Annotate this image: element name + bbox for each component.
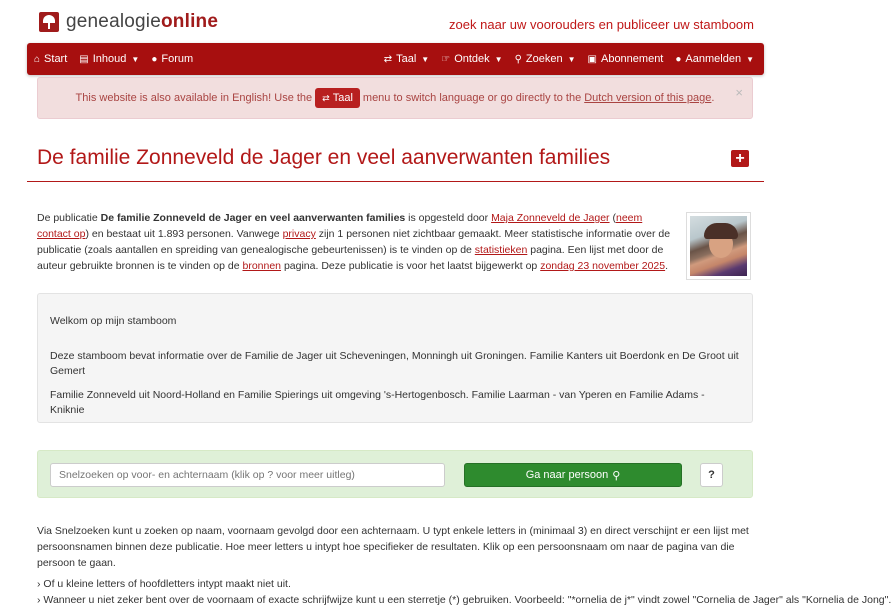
nav-start[interactable]: ⌂ Start — [34, 53, 68, 65]
comments-icon: ● — [151, 53, 158, 65]
contact-link[interactable]: neem contact op — [37, 212, 643, 240]
close-icon[interactable]: × — [735, 85, 743, 100]
tree-icon — [39, 12, 59, 32]
chevron-down-icon: ▼ — [421, 54, 430, 64]
chevron-right-icon: › — [37, 594, 41, 606]
sources-link[interactable]: bronnen — [242, 260, 282, 272]
go-to-person-button[interactable]: Ga naar persoon ⚲ — [464, 463, 682, 487]
nav-ontdek[interactable]: ☞ Ontdek ▼ — [441, 53, 503, 65]
chevron-down-icon: ▼ — [131, 54, 140, 64]
search-icon: ⚲ — [514, 53, 522, 65]
publication-title: De familie Zonneveld de Jager en veel aanverwanten families — [100, 212, 406, 224]
plus-icon[interactable]: + — [731, 150, 749, 167]
site-logo[interactable] — [39, 11, 218, 33]
language-icon: ⇄ — [322, 92, 330, 103]
nav-zoeken[interactable]: ⚲ Zoeken ▼ — [514, 53, 576, 65]
nav-inhoud[interactable]: ▤ Inhoud ▼ — [79, 53, 140, 65]
chevron-down-icon: ▼ — [494, 54, 503, 64]
taal-button[interactable]: ⇄ Taal — [315, 88, 360, 108]
chevron-right-icon: › — [37, 578, 41, 590]
home-icon: ⌂ — [34, 53, 41, 65]
cart-icon: ▣ — [587, 53, 597, 65]
language-alert: This website is also available in English! Use the ⇄ Taal menu to switch language or go directly to the Dutch version of this page . × — [37, 77, 753, 119]
dutch-version-link[interactable]: Dutch version of this page — [584, 92, 712, 104]
language-icon: ⇄ — [383, 53, 393, 65]
main-navbar — [27, 43, 764, 75]
help-button[interactable]: ? — [700, 463, 723, 487]
author-avatar[interactable] — [686, 212, 751, 280]
statistics-link[interactable]: statistieken — [474, 244, 528, 256]
page-title: De familie Zonneveld de Jager en veel aanverwanten families — [37, 146, 611, 169]
welcome-heading: Welkom op mijn stamboom — [50, 315, 177, 327]
hand-pointer-icon: ☞ — [441, 53, 451, 65]
nav-forum[interactable]: ● Forum — [151, 53, 194, 65]
nav-aanmelden[interactable]: ● Aanmelden ▼ — [675, 53, 754, 65]
welcome-panel — [37, 293, 753, 423]
list-item: › Wanneer u niet zeker bent over de voornaam of exacte schrijfwijze kunt u een sterretje (*) gebruiken. Voorbeeld: "*ornelia de j*" vindt zowel "Cornelia de Jager" als "Kornelia de Jong". — [37, 594, 891, 606]
search-icon: ⚲ — [612, 469, 621, 482]
chevron-down-icon: ▼ — [746, 54, 754, 64]
nav-taal[interactable]: ⇄ Taal ▼ — [383, 53, 430, 65]
search-input[interactable] — [50, 463, 445, 487]
author-link[interactable]: Majа Zonneveld de Jager — [491, 212, 610, 224]
chevron-down-icon: ▼ — [567, 54, 576, 64]
divider — [27, 181, 764, 182]
privacy-link[interactable]: privacy — [282, 228, 316, 240]
quick-search — [37, 450, 753, 498]
search-help-text: Via Snelzoeken kunt u zoeken op naam, voornaam gevolgd door een achternaam. U typt enkele letters in (minimaal 3) en direct verschijnt er een lijst met persoonsnamen binnen deze publicatie. Hoe meer letters u intypt hoe specifieker de resultaten. Klik op een persoonsnaam om naar de pagina van die persoon te gaan. — [37, 525, 749, 569]
last-updated-link[interactable]: zondag 23 november 2025 — [540, 260, 666, 272]
site-header — [0, 0, 800, 44]
publication-intro: De publicatie De familie Zonneveld de Jager en veel aanverwanten families is opgesteld door Majа Zonneveld de Jager (neem contact op) en bestaat uit 1.893 personen. Vanwege privacy zijn 1 personen niet zichtbaar gemaakt. Meer statistische informatie over de publicatie (zoals aantallen en spreiding van genealogische gebeurtenissen) is te vinden op de statistieken pagina. Een lijst met door de auteur gebruikte bronnen is te vinden op de bronnen pagina. Deze publicatie is voor het laatst bijgewerkt op zondag 23 november 2025. — [37, 212, 671, 272]
tagline: zoek naar uw voorouders en publiceer uw stamboom — [449, 17, 754, 32]
search-tips — [37, 576, 891, 608]
logo-text: genealogieonline — [66, 11, 219, 32]
list-item: › Of u kleine letters of hoofdletters intypt maakt niet uit. — [37, 578, 291, 590]
nav-abonnement[interactable]: ▣ Abonnement — [587, 53, 664, 65]
welcome-text: Deze stamboom bevat informatie over de Familie de Jager uit Scheveningen, Monningh uit Groningen. Familie Kanters uit Boerdonk en De Groot uit Gemert — [50, 350, 739, 377]
book-icon: ▤ — [79, 53, 89, 65]
welcome-text: Familie Zonneveld uit Noord-Holland en Familie Spierings uit omgeving 's-Hertogenbosch. Familie Laarman - van Yperen en Familie Adams - Kniknie — [50, 389, 705, 416]
user-icon: ● — [675, 53, 682, 65]
